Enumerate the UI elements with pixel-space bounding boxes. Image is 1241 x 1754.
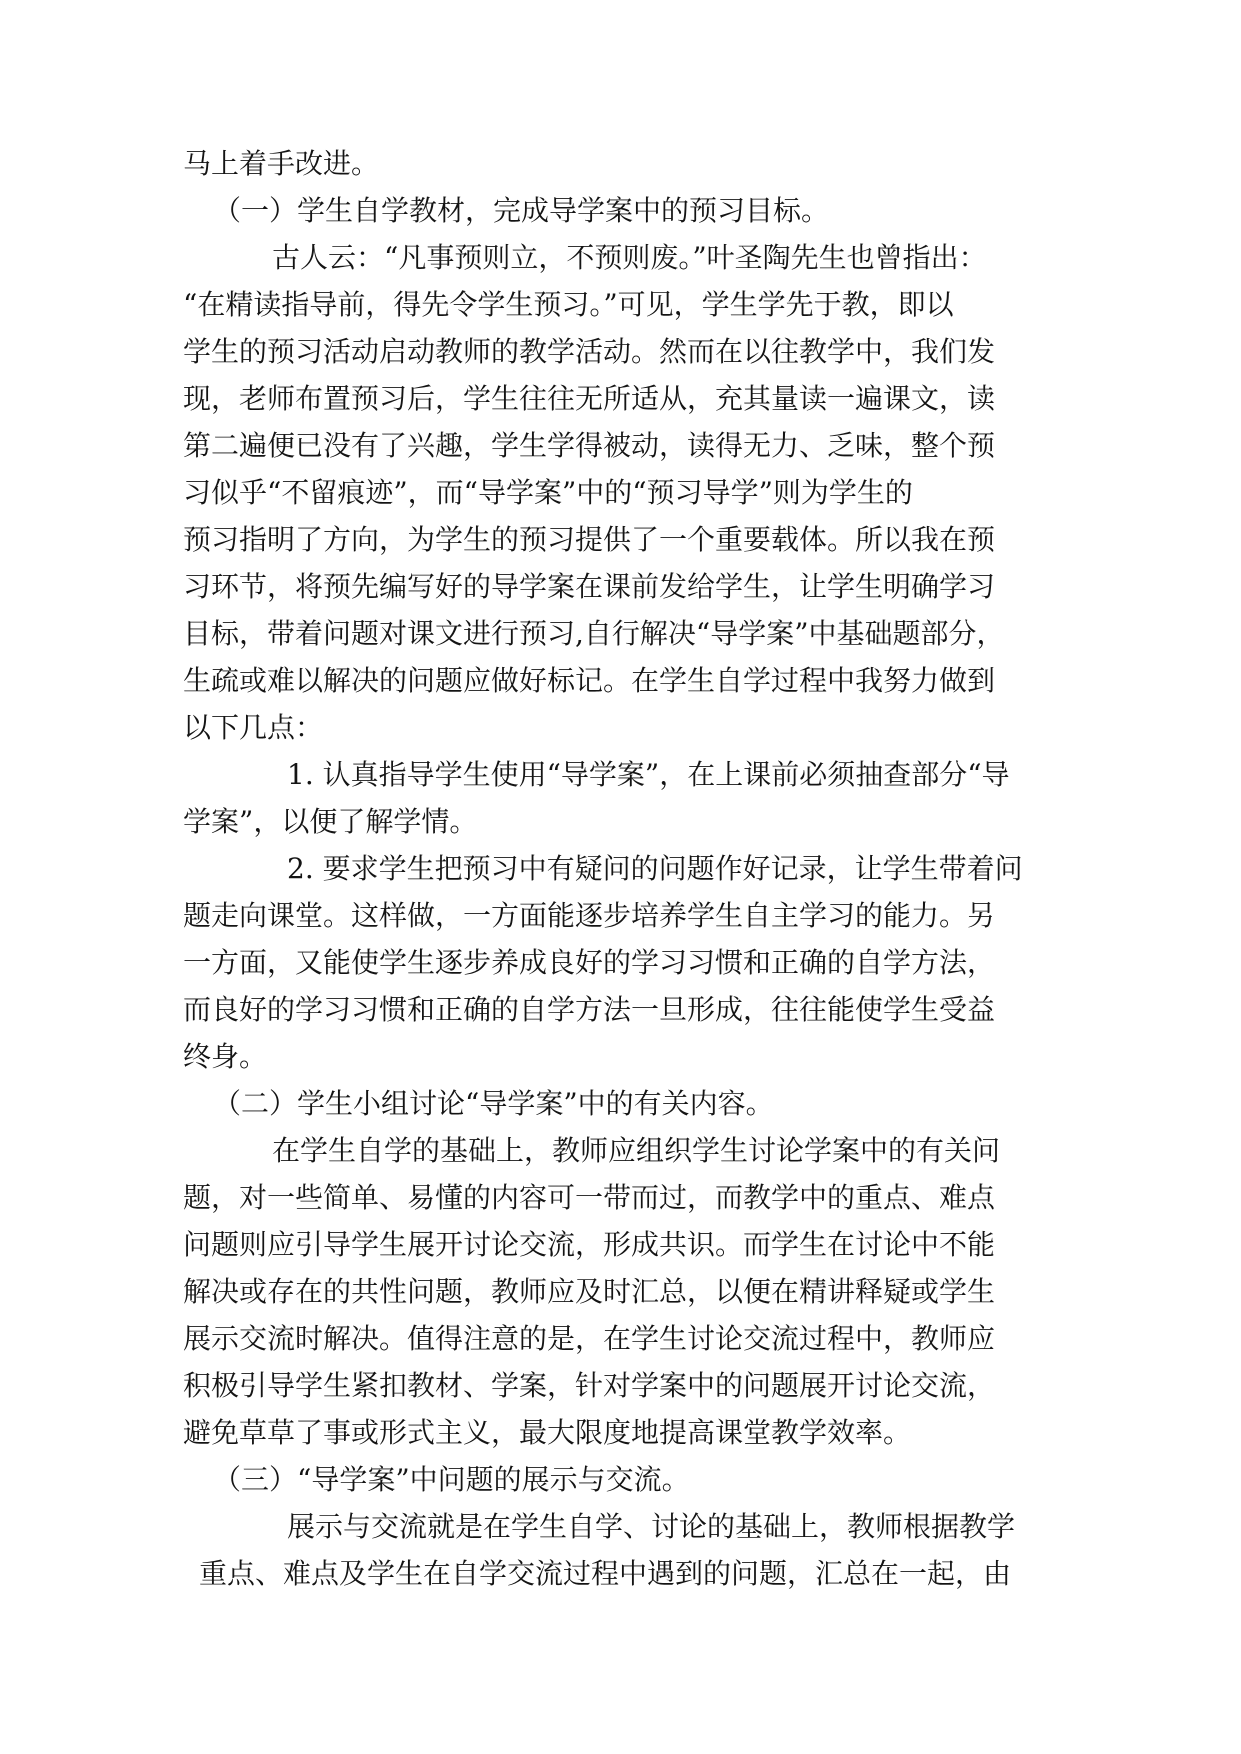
text-line: 学案”，以便了解学情。 xyxy=(183,805,478,838)
text-line: 终身。 xyxy=(183,1040,268,1073)
text-line: 第二遍便已没有了兴趣，学生学得被动，读得无力、乏味，整个预 xyxy=(183,429,996,462)
text-line: 习环节，将预先编写好的导学案在课前发给学生，让学生明确学习 xyxy=(183,570,996,603)
text-line: 以下几点： xyxy=(183,711,324,744)
text-line: 问题则应引导学生展开讨论交流，形成共识。而学生在讨论中不能 xyxy=(183,1228,996,1261)
text-line: “在精读指导前，得先令学生预习。”可见，学生学先于教，即以 xyxy=(183,288,954,321)
text-line: 避免草草了事或形式主义，最大限度地提高课堂教学效率。 xyxy=(183,1416,912,1449)
section-heading: （二）学生小组讨论“导学案”中的有关内容。 xyxy=(213,1087,774,1120)
text-line: 而良好的学习习惯和正确的自学方法一旦形成，往往能使学生受益 xyxy=(183,993,996,1026)
text-line: 预习指明了方向，为学生的预习提供了一个重要载体。所以我在预 xyxy=(183,523,996,556)
text-line: 古人云：“凡事预则立，不预则废。”叶圣陶先生也曾指出： xyxy=(272,241,987,274)
text-line: 题走向课堂。这样做，一方面能逐步培养学生自主学习的能力。另 xyxy=(183,899,996,932)
text-line: 展示交流时解决。值得注意的是，在学生讨论交流过程中，教师应 xyxy=(183,1322,996,1355)
text-line: 题，对一些简单、易懂的内容可一带而过，而教学中的重点、难点 xyxy=(183,1181,996,1214)
list-item: 1. 认真指导学生使用“导学案”，在上课前必须抽查部分“导 xyxy=(287,758,1010,791)
section-heading: （一）学生自学教材，完成导学案中的预习目标。 xyxy=(213,194,830,227)
list-item: 2. 要求学生把预习中有疑问的问题作好记录，让学生带着问 xyxy=(287,852,1023,885)
text-line: 重点、难点及学生在自学交流过程中遇到的问题，汇总在一起，由 xyxy=(199,1557,1012,1590)
text-line: 积极引导学生紧扣教材、学案，针对学案中的问题展开讨论交流， xyxy=(183,1369,996,1402)
text-line: 展示与交流就是在学生自学、讨论的基础上，教师根据教学 xyxy=(287,1510,1016,1543)
text-line: 马上着手改进。 xyxy=(183,147,380,180)
text-line: 学生的预习活动启动教师的教学活动。然而在以往教学中，我们发 xyxy=(183,335,996,368)
text-line: 一方面，又能使学生逐步养成良好的学习习惯和正确的自学方法， xyxy=(183,946,996,979)
text-line: 在学生自学的基础上，教师应组织学生讨论学案中的有关问 xyxy=(272,1134,1001,1167)
text-line: 目标，带着问题对课文进行预习,自行解决“导学案”中基础题部分， xyxy=(183,617,1005,650)
section-heading: （三）“导学案”中问题的展示与交流。 xyxy=(213,1463,690,1496)
text-line: 习似乎“不留痕迹”，而“导学案”中的“预习导学”则为学生的 xyxy=(183,476,913,509)
text-line: 解决或存在的共性问题，教师应及时汇总，以便在精讲释疑或学生 xyxy=(183,1275,996,1308)
text-line: 生疏或难以解决的问题应做好标记。在学生自学过程中我努力做到 xyxy=(183,664,996,697)
text-line: 现，老师布置预习后，学生往往无所适从，充其量读一遍课文，读 xyxy=(183,382,996,415)
